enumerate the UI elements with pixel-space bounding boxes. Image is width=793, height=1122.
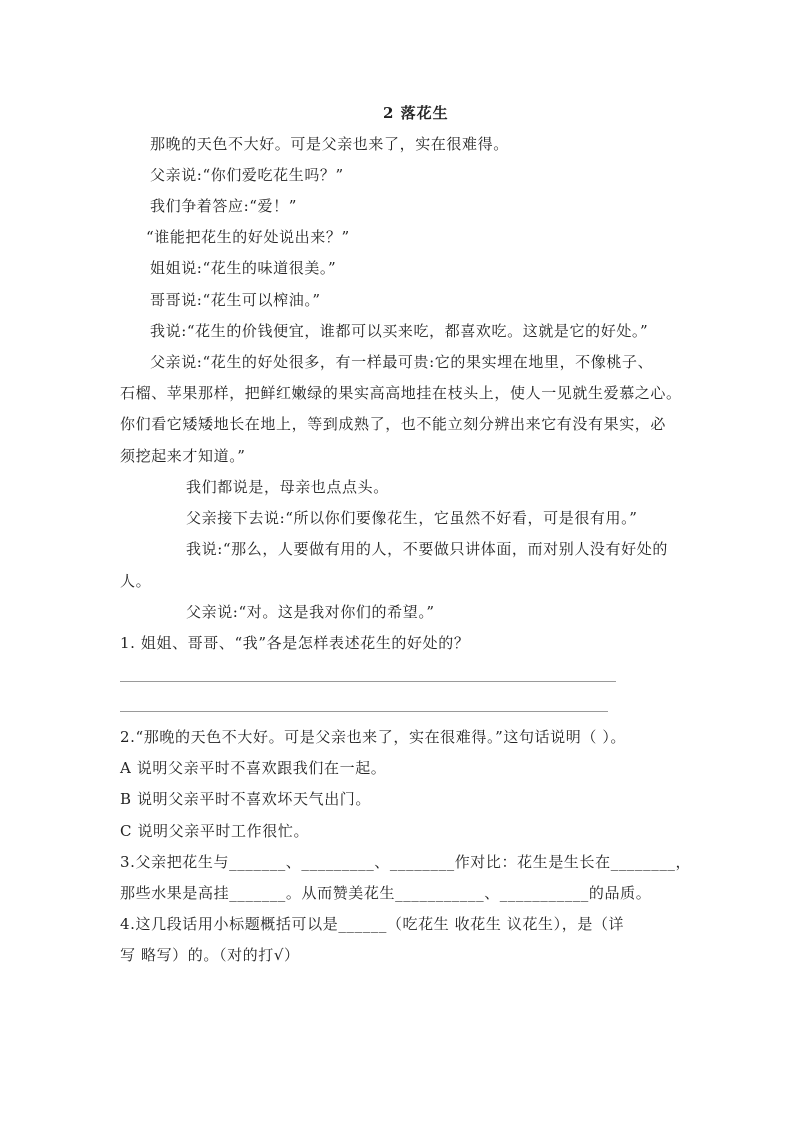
passage-line: 我说:“花生的价钱便宜，谁都可以买来吃，都喜欢吃。这就是它的好处。”: [150, 322, 649, 340]
passage-line: 父亲接下去说:“所以你们要像花生，它虽然不好看，可是很有用。”: [186, 509, 638, 527]
question-2: 2.“那晚的天色不大好。可是父亲也来了，实在很难得。”这句话说明（ ）。: [120, 728, 627, 746]
passage-line: “谁能把花生的好处说出来？”: [146, 228, 350, 246]
passage-line: 哥哥说:“花生可以榨油。”: [150, 291, 321, 309]
passage-line: 父亲说:“对。这是我对你们的希望。”: [186, 603, 435, 621]
answer-line[interactable]: [120, 711, 608, 712]
passage-line: 父亲说:“你们爱吃花生吗？”: [150, 166, 344, 184]
passage-line: 我们都说是，母亲也点点头。: [186, 478, 389, 496]
question-3-line: 3.父亲把花生与_______、_________、________作对比：花生是生长在________，: [120, 853, 692, 871]
question-4-line: 写 略写）的。（对的打√）: [120, 946, 300, 964]
question-1: 1. 姐姐、哥哥、“我”各是怎样表述花生的好处的？: [120, 634, 470, 652]
passage-line: 石榴、苹果那样，把鲜红嫩绿的果实高高地挂在枝头上，使人一见就生爱慕之心。: [120, 384, 682, 402]
passage-line: 须挖起来才知道。”: [120, 447, 246, 465]
passage-line: 我们争着答应:“爱！”: [150, 197, 297, 215]
passage-line: 人。: [120, 572, 152, 590]
question-4-line: 4.这几段话用小标题概括可以是______（吃花生 收花生 议花生），是（详: [120, 915, 625, 933]
passage-line: 你们看它矮矮地长在地上，等到成熟了，也不能立刻分辨出来它有没有果实，必: [120, 415, 667, 433]
page-title: 2 落花生: [383, 104, 449, 122]
question-2-option-a: A 说明父亲平时不喜欢跟我们在一起。: [120, 759, 387, 777]
passage-line: 父亲说:“花生的好处很多，有一样最可贵:它的果实埋在地里，不像桃子、: [150, 353, 654, 371]
question-2-option-c: C 说明父亲平时工作很忙。: [120, 822, 310, 840]
passage-line: 我说:“那么，人要做有用的人，不要做只讲体面，而对别人没有好处的: [186, 540, 668, 558]
question-3-line: 那些水果是高挂_______。从而赞美花生___________、___________的品质。: [120, 884, 652, 902]
question-2-option-b: B 说明父亲平时不喜欢坏天气出门。: [120, 790, 371, 808]
passage-line: 那晚的天色不大好。可是父亲也来了，实在很难得。: [150, 135, 509, 153]
answer-line[interactable]: [120, 681, 616, 682]
passage-line: 姐姐说:“花生的味道很美。”: [150, 259, 337, 277]
